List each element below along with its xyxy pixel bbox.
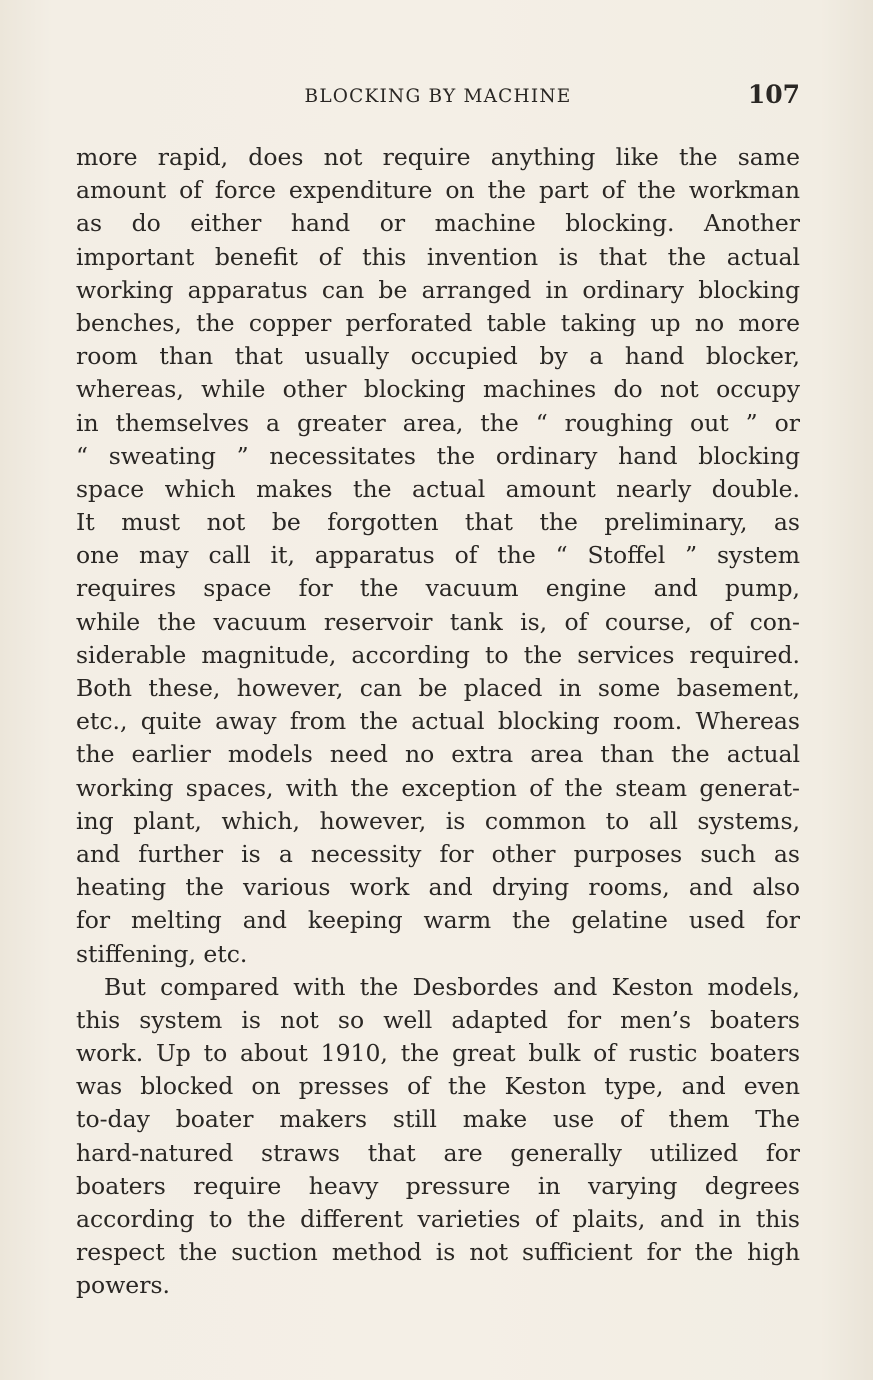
text-line: Both these, however, can be placed in some basement, — [76, 674, 800, 702]
text-line: boaters require heavy pressure in varying degrees — [76, 1171, 800, 1200]
paragraph-2 — [76, 971, 800, 1303]
running-title: BLOCKING BY MACHINE — [304, 86, 572, 107]
text-line: It must not be forgotten that the preliminary, as — [76, 508, 800, 537]
text-line: this system is not so well adapted for men’s boaters — [76, 1005, 800, 1034]
text-line: requires space for the vacuum engine and pump, — [76, 574, 800, 603]
text-line: was blocked on presses of the Keston type, and even — [76, 1072, 800, 1101]
text-line: more rapid, does not require anything like the same — [76, 143, 800, 171]
text-line: while the vacuum reservoir tank is, of course, of con- — [76, 607, 800, 636]
text-line: room than that usually occupied by a hand blocker, — [76, 342, 800, 371]
page-number: 107 — [747, 80, 800, 109]
text-line: siderable magnitude, according to the services required. — [76, 640, 800, 669]
text-line: stiffening, etc. — [76, 939, 248, 968]
text-line: as do either hand or machine blocking. Another — [76, 209, 800, 238]
text-line: hard-natured straws that are generally utilized for — [76, 1138, 800, 1167]
text-line: whereas, while other blocking machines do not occupy — [76, 375, 800, 404]
text-line: “ sweating ” necessitates the ordinary hand blocking — [76, 441, 800, 470]
text-line: respect the suction method is not sufficient for the high — [76, 1238, 800, 1267]
text-line: one may call it, apparatus of the “ Stoffel ” system — [76, 541, 800, 570]
text-line: space which makes the actual amount nearly double. — [76, 474, 800, 503]
text-line: etc., quite away from the actual blocking room. Whereas — [76, 707, 800, 736]
text-line: working apparatus can be arranged in ordinary blocking — [76, 275, 800, 304]
text-line: important benefit of this invention is that the actual — [76, 242, 800, 271]
paragraph-1 — [76, 141, 800, 971]
text-line: to-day boater makers still make use of them The — [76, 1105, 800, 1134]
text-line: amount of force expenditure on the part of the workman — [76, 176, 800, 205]
text-line: the earlier models need no extra area than the actual — [76, 740, 800, 769]
text-line: powers. — [76, 1271, 170, 1300]
body-text — [76, 141, 800, 1303]
text-line: work. Up to about 1910, the great bulk of rustic boaters — [76, 1039, 800, 1068]
text-line: But compared with the Desbordes and Keston models, — [104, 972, 800, 1001]
text-line: benches, the copper perforated table taking up no more — [76, 308, 800, 337]
page-header — [76, 80, 800, 112]
text-line: ing plant, which, however, is common to all systems, — [76, 806, 800, 835]
text-line: working spaces, with the exception of the steam generat- — [76, 773, 800, 802]
text-line: according to the different varieties of plaits, and in this — [76, 1205, 800, 1233]
text-line: and further is a necessity for other purposes such as — [76, 839, 800, 868]
text-line: heating the various work and drying rooms, and also — [76, 873, 800, 902]
text-line: for melting and keeping warm the gelatine used for — [76, 906, 800, 935]
text-line: in themselves a greater area, the “ roughing out ” or — [76, 408, 800, 437]
